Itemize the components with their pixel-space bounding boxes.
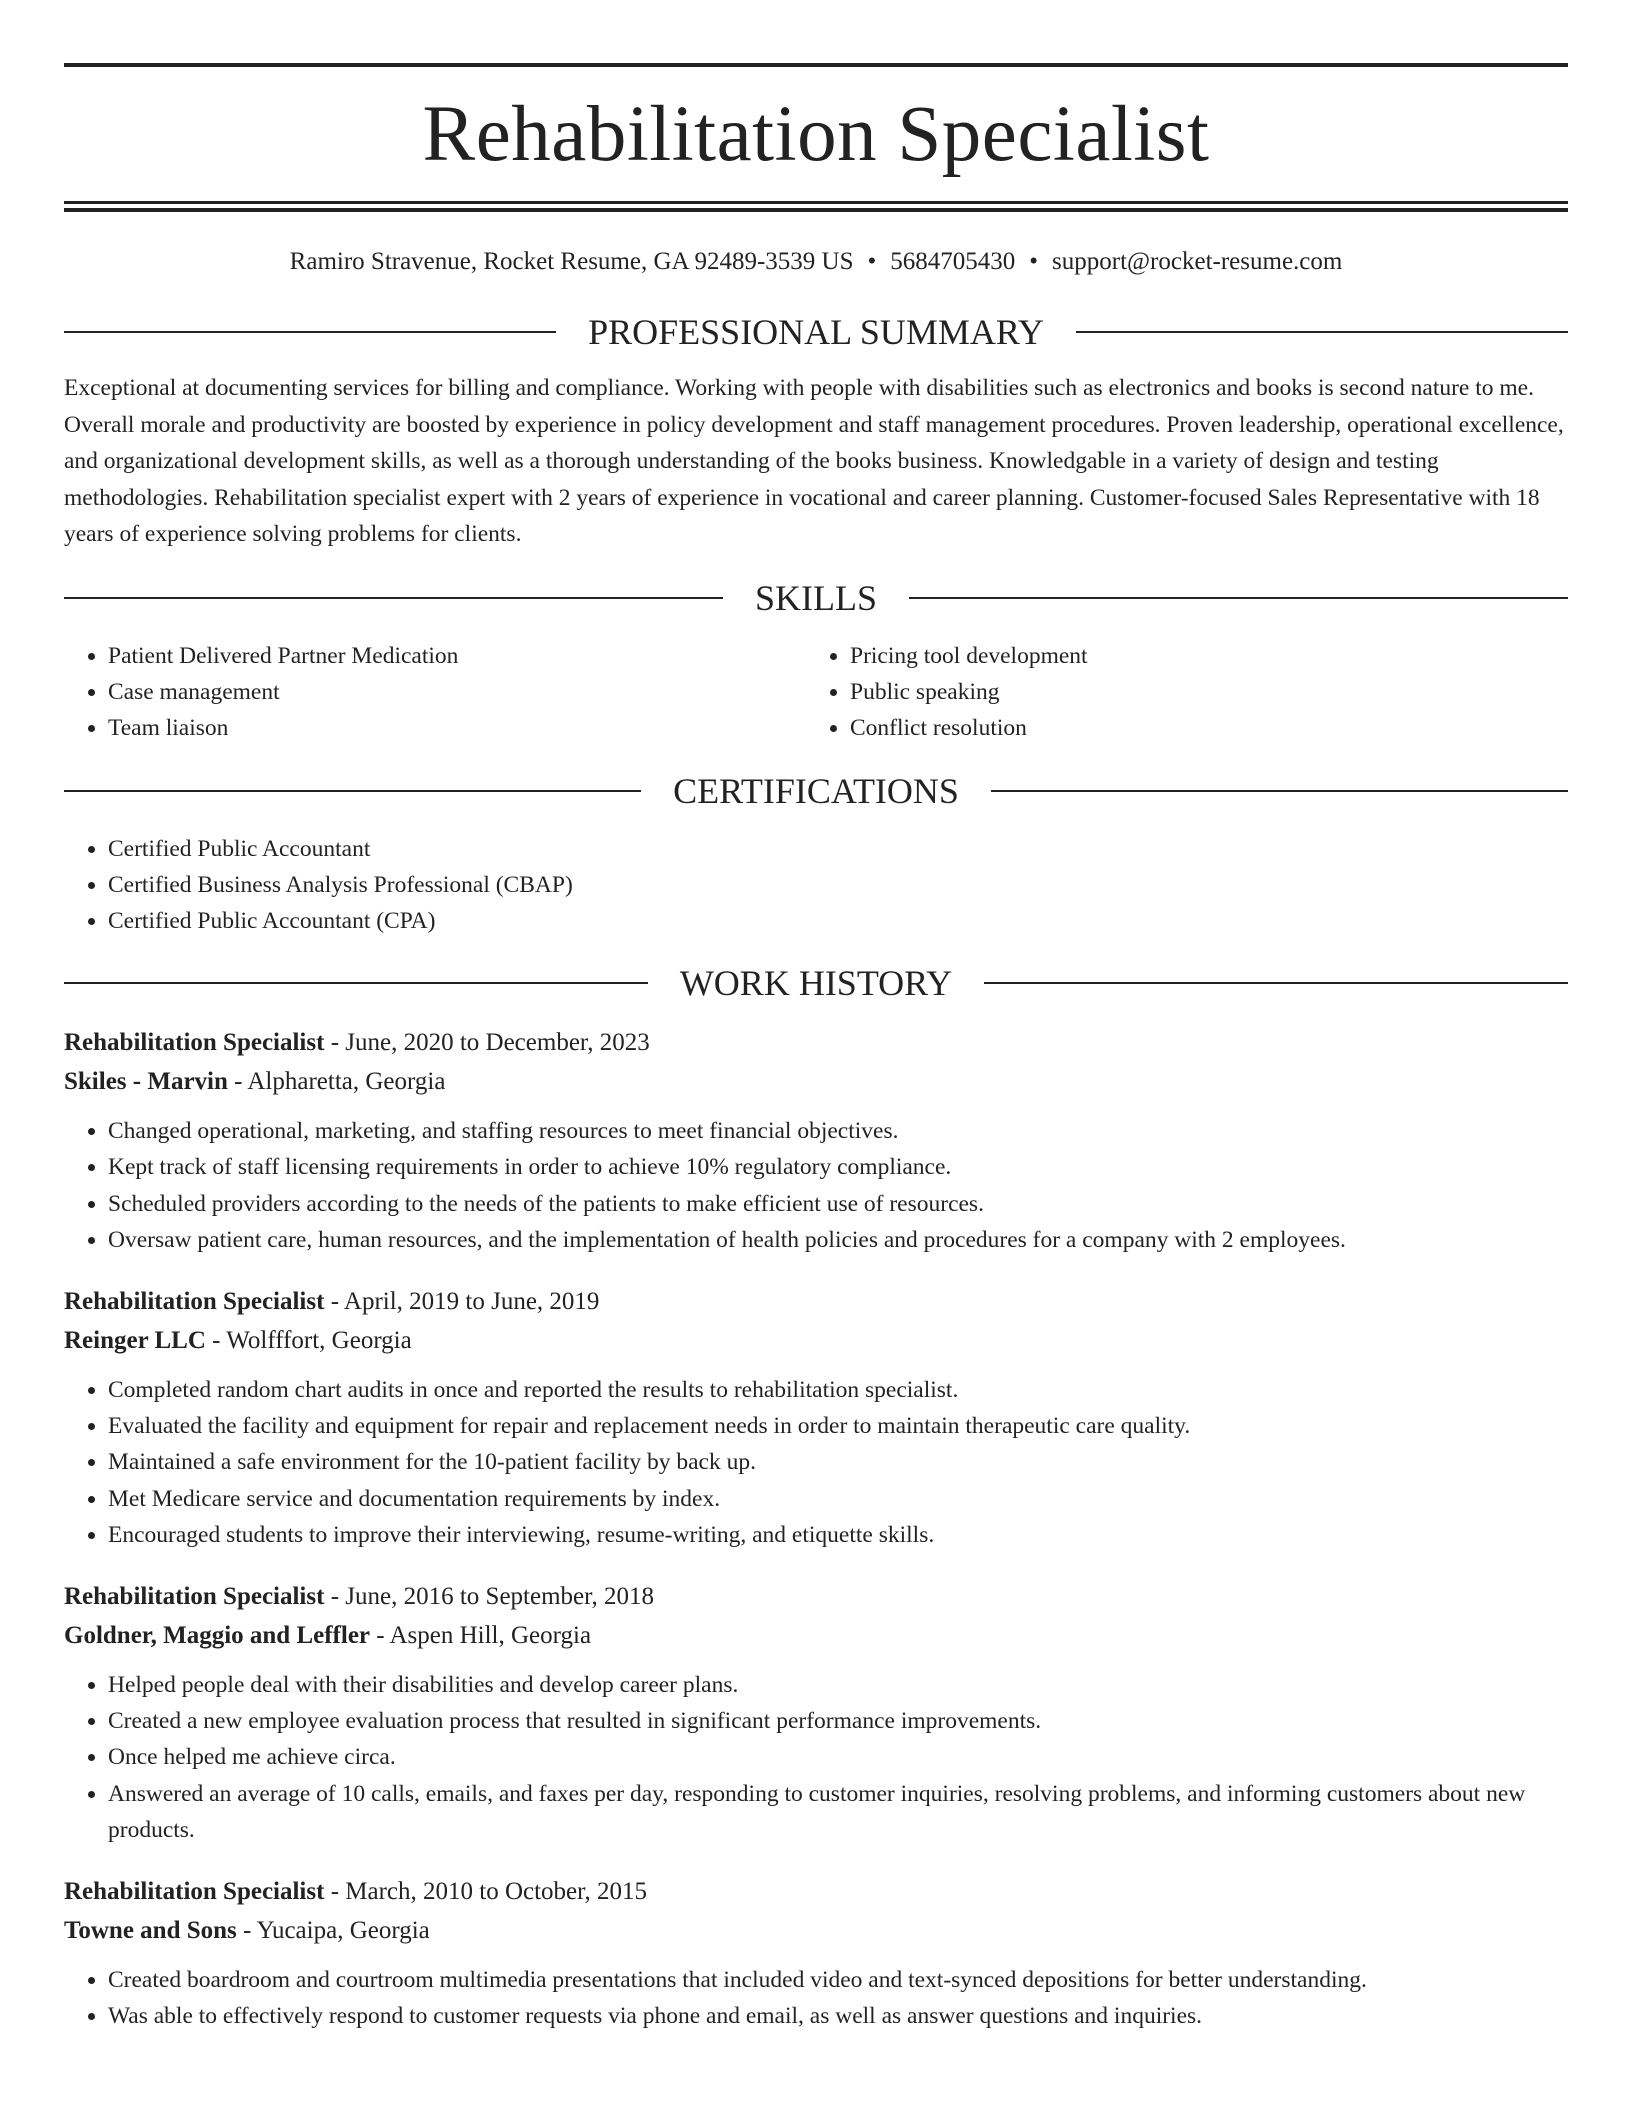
job-location: - Yucaipa, Georgia — [236, 1917, 430, 1945]
skill-item: • Conflict resolution — [850, 710, 1548, 746]
job-title: Rehabilitation Specialist — [64, 1583, 325, 1611]
job-bullets — [64, 1667, 1568, 1848]
job-dates: - June, 2016 to September, 2018 — [324, 1583, 654, 1611]
top-divider — [64, 63, 1568, 67]
job-entry — [64, 1023, 1568, 1258]
job-company-line — [64, 1616, 1568, 1655]
job-bullet: • Changed operational, marketing, and staffing resources to meet financial objectives. — [108, 1113, 1568, 1149]
section-title-work-history: WORK HISTORY — [679, 963, 953, 1004]
job-bullet: • Encouraged students to improve their interviewing, resume-writing, and etiquette skills. — [108, 1517, 1568, 1553]
job-company-line — [64, 1911, 1568, 1950]
contact-address: Ramiro Stravenue, Rocket Resume, GA 92489-3539 US — [289, 248, 854, 275]
summary-paragraph: Exceptional at documenting services for billing and compliance. Working with people with disabilities such as electronics and books is second nature to me. Overall morale and productivity are boosted by experience in policy development and staff management procedures. Proven leadership, operational excellence, and organizational development skills, as well as a thorough understanding of the books business. Knowledgable in a variety of design and testing methodologies. Rehabilitation specialist expert with 2 years of experience in vocational and career planning. Customer-focused Sales Representative with 18 years of experience solving problems for clients. — [64, 375, 1564, 547]
section-header-summary — [64, 310, 1568, 354]
section-rule-left — [64, 982, 648, 984]
job-location: - Wolfffort, Georgia — [205, 1327, 412, 1355]
skills-column-right — [806, 638, 1548, 747]
job-bullets — [64, 1962, 1568, 2034]
job-bullet: • Scheduled providers according to the needs of the patients to make efficient use of resources. — [108, 1186, 1568, 1222]
section-header-work-history — [64, 961, 1568, 1005]
section-rule-left — [64, 331, 556, 333]
job-bullet: • Kept track of staff licensing requirements in order to achieve 10% regulatory compliance. — [108, 1149, 1568, 1185]
job-title-line — [64, 1282, 1568, 1321]
job-entry — [64, 1872, 1568, 2034]
job-bullet: • Created boardroom and courtroom multimedia presentations that included video and text-synced depositions for better understanding. — [108, 1962, 1568, 1998]
job-entry — [64, 1282, 1568, 1553]
certification-item: • Certified Public Accountant (CPA) — [108, 903, 1568, 939]
job-bullets — [64, 1372, 1568, 1553]
job-title-line — [64, 1577, 1568, 1616]
job-bullet: • Helped people deal with their disabilities and develop career plans. — [108, 1667, 1568, 1703]
section-rule-right — [984, 982, 1568, 984]
job-dates: - March, 2010 to October, 2015 — [324, 1878, 647, 1906]
section-rule-right — [991, 790, 1568, 792]
skill-item: • Patient Delivered Partner Medication — [108, 638, 806, 674]
certification-item: • Certified Business Analysis Professional (CBAP) — [108, 867, 1568, 903]
section-title-certifications: CERTIFICATIONS — [673, 770, 959, 811]
job-company: Towne and Sons — [64, 1917, 237, 1945]
job-dates: - April, 2019 to June, 2019 — [324, 1288, 600, 1316]
job-bullet: • Was able to effectively respond to customer requests via phone and email, as well as answer questions and inquiries. — [108, 1998, 1568, 2034]
section-rule-right — [1076, 331, 1568, 333]
skill-item: • Pricing tool development — [850, 638, 1548, 674]
contact-separator: • — [867, 248, 877, 275]
job-location: - Aspen Hill, Georgia — [370, 1622, 592, 1650]
job-bullet: • Completed random chart audits in once and reported the results to rehabilitation specialist. — [108, 1372, 1568, 1408]
contact-separator: • — [1029, 248, 1039, 275]
job-title: Rehabilitation Specialist — [64, 1288, 325, 1316]
job-bullet: • Met Medicare service and documentation requirements by index. — [108, 1481, 1568, 1517]
certification-item: • Certified Public Accountant — [108, 831, 1568, 867]
job-bullet: • Evaluated the facility and equipment for repair and replacement needs in order to maintain therapeutic care quality. — [108, 1408, 1568, 1444]
job-title: Rehabilitation Specialist — [64, 1878, 325, 1906]
section-title-summary: PROFESSIONAL SUMMARY — [588, 312, 1044, 352]
job-company-line — [64, 1062, 1568, 1101]
job-title-line — [64, 1023, 1568, 1062]
job-company: Reinger LLC — [64, 1327, 206, 1355]
job-bullet: • Once helped me achieve circa. — [108, 1739, 1568, 1775]
job-company: Goldner, Maggio and Leffler — [64, 1622, 371, 1650]
job-company: Skiles - Marvin — [64, 1068, 228, 1096]
section-header-certifications — [64, 769, 1568, 813]
title-double-divider — [64, 201, 1568, 212]
section-rule-right — [909, 597, 1568, 599]
contact-line — [64, 246, 1568, 278]
section-rule-left — [64, 790, 641, 792]
skill-item: • Team liaison — [108, 710, 806, 746]
job-entry — [64, 1577, 1568, 1848]
skill-item: • Case management — [108, 674, 806, 710]
contact-email: support@rocket-resume.com — [1052, 248, 1343, 275]
job-location: - Alpharetta, Georgia — [227, 1068, 446, 1096]
job-title-line — [64, 1872, 1568, 1911]
skill-item: • Public speaking — [850, 674, 1548, 710]
job-dates: - June, 2020 to December, 2023 — [324, 1029, 650, 1057]
resume-title: Rehabilitation Specialist — [422, 91, 1210, 178]
skills-column-left — [64, 638, 806, 747]
certifications-list — [64, 831, 1568, 940]
section-rule-left — [64, 597, 723, 599]
contact-phone: 5684705430 — [890, 248, 1016, 275]
job-bullet: • Oversaw patient care, human resources, and the implementation of health policies and procedures for a company with 2 employees. — [108, 1222, 1568, 1258]
job-bullet: • Maintained a safe environment for the 10-patient facility by back up. — [108, 1444, 1568, 1480]
job-bullets — [64, 1113, 1568, 1258]
skills-list — [64, 638, 1568, 747]
job-bullet: • Created a new employee evaluation process that resulted in significant performance improvements. — [108, 1703, 1568, 1739]
job-title: Rehabilitation Specialist — [64, 1029, 325, 1057]
section-title-skills: SKILLS — [755, 578, 878, 618]
job-company-line — [64, 1321, 1568, 1360]
job-bullet: • Answered an average of 10 calls, emails, and faxes per day, responding to customer inquiries, resolving problems, and informing customers about new products. — [108, 1776, 1568, 1848]
section-header-skills — [64, 576, 1568, 620]
